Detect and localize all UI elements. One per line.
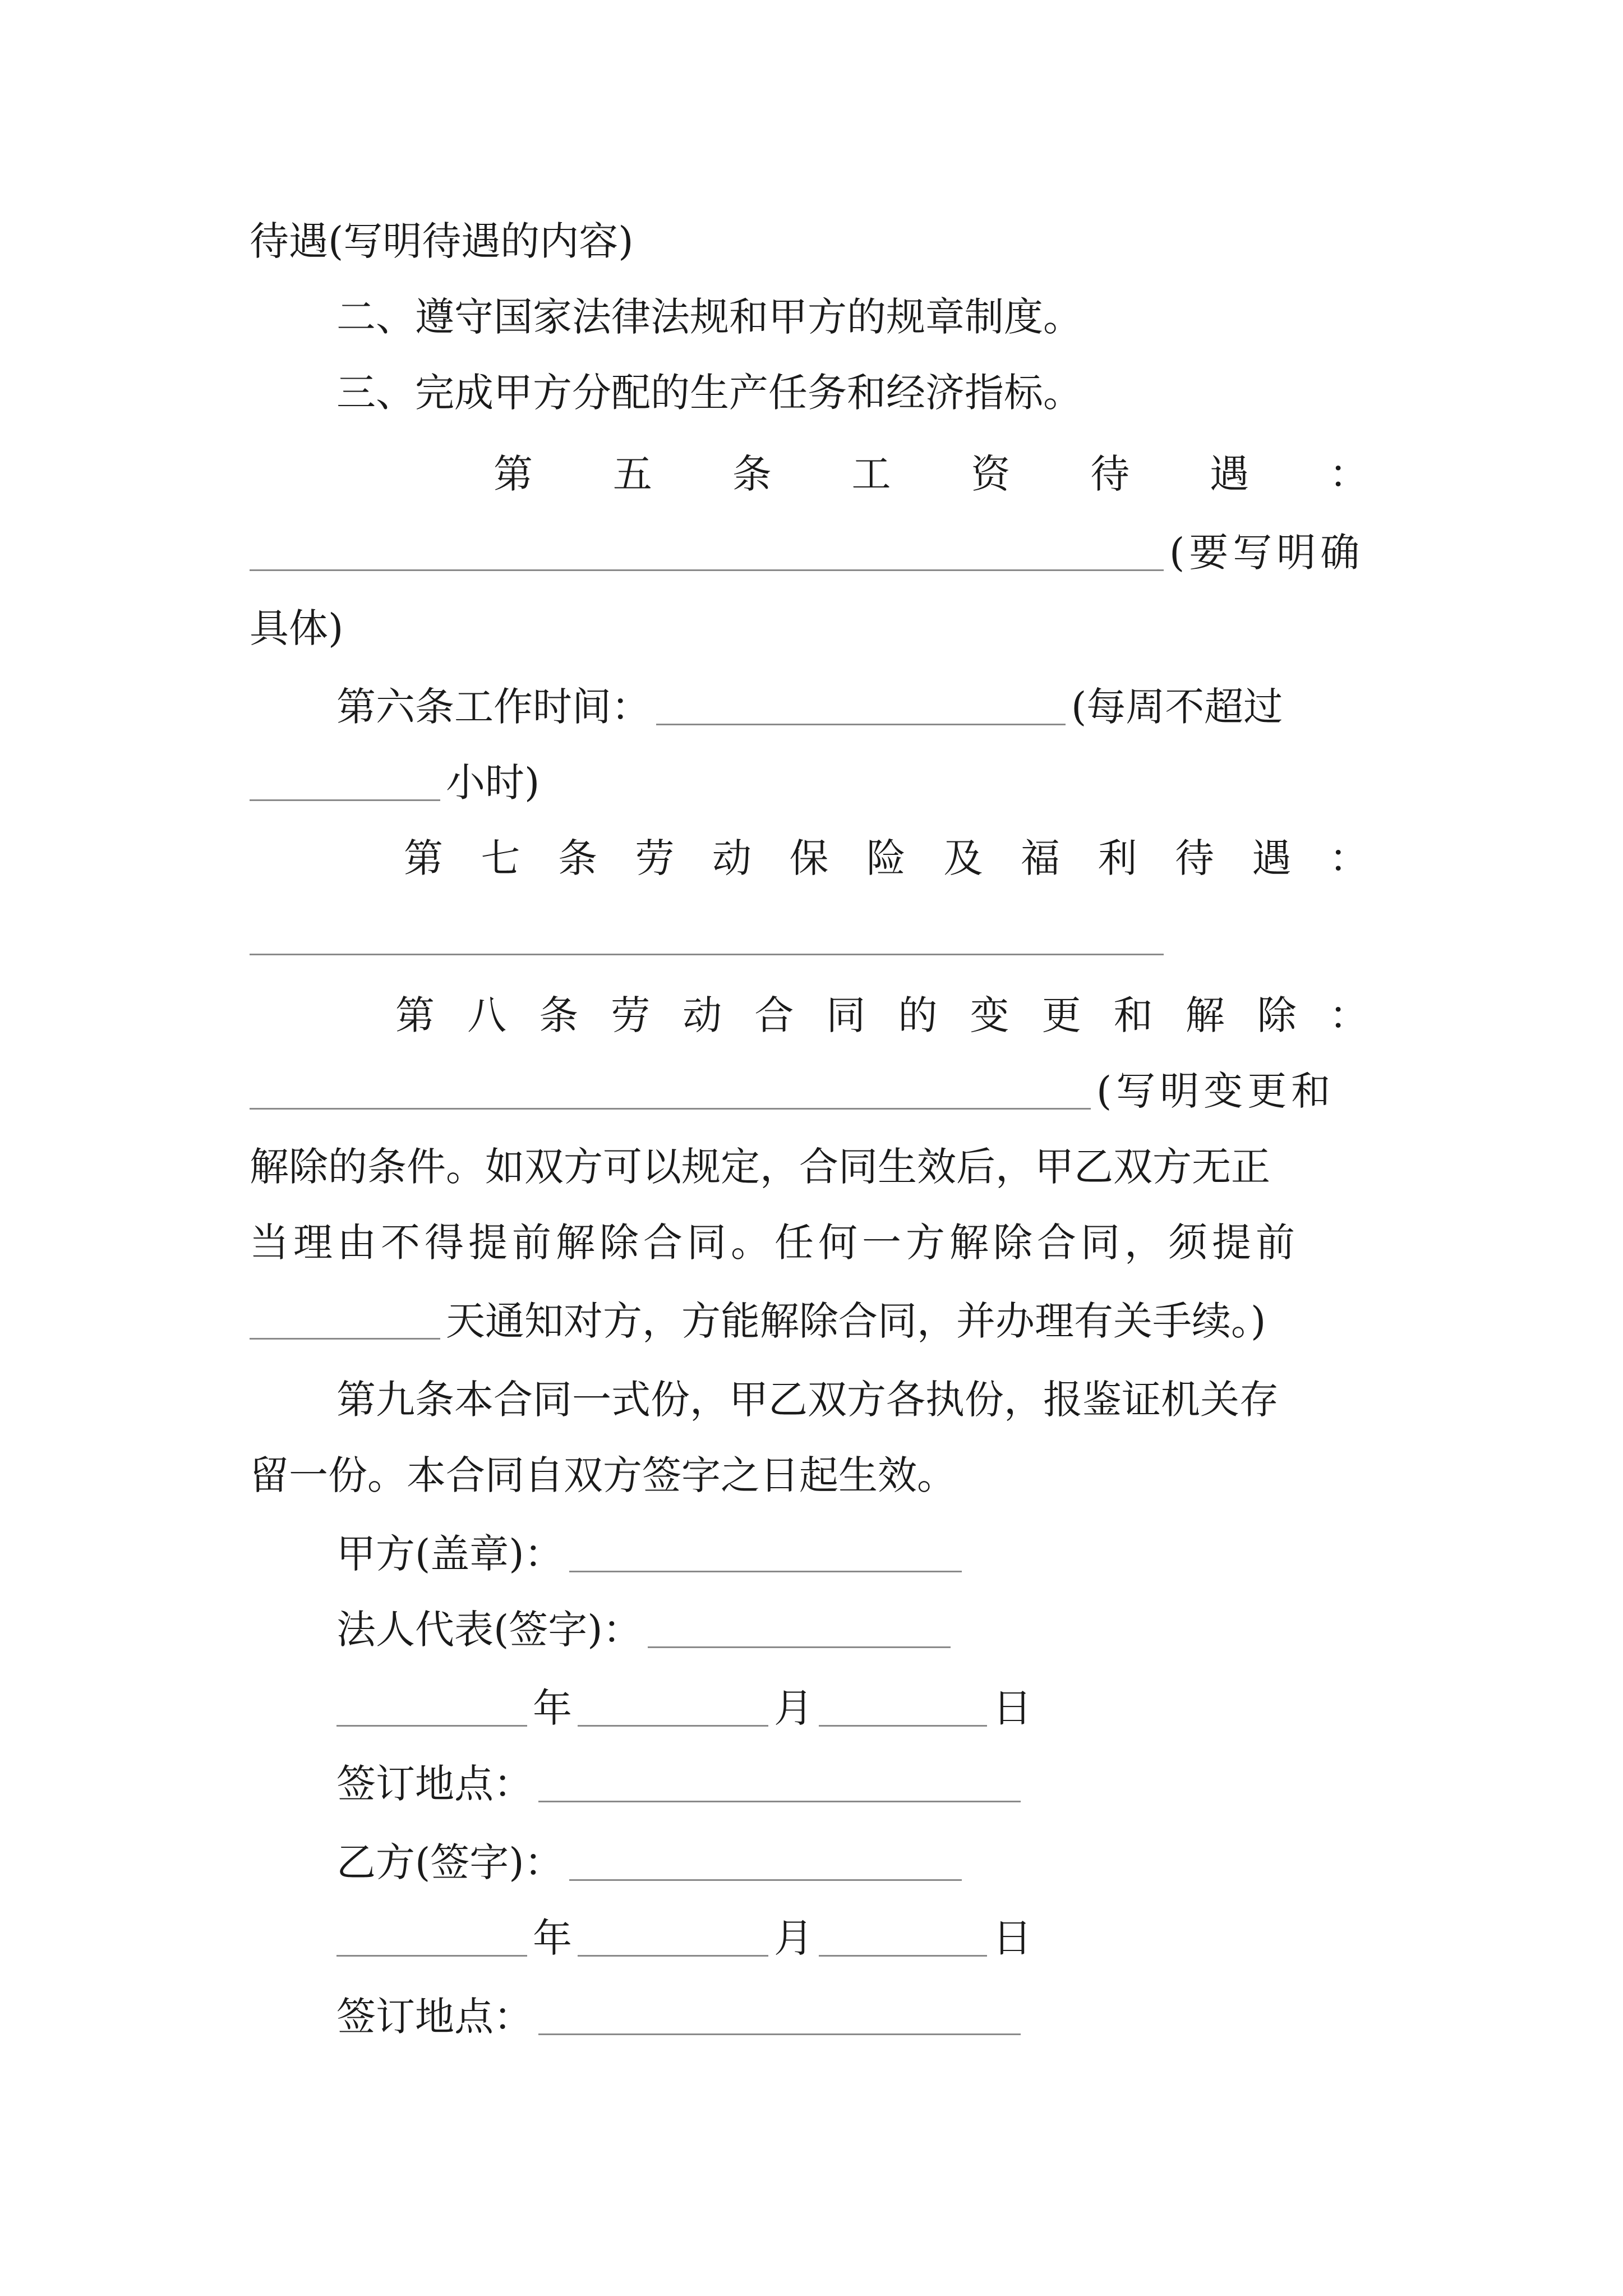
article-8-line-4: 天通知对方，方能解除合同，并办理有关手续。)	[250, 1290, 1388, 1352]
line-clause-two: 二、遵守国家法律法规和甲方的规章制度。	[336, 294, 1082, 340]
line-clause-three: 三、完成甲方分配的生产任务和经济指标。	[336, 370, 1082, 416]
place-line-a: 签订地点：	[336, 1753, 1388, 1815]
article-8-line-3: 当理由不得提前解除合同。任何一方解除合同，须提前	[250, 1220, 1299, 1266]
month-blank-a[interactable]	[578, 1690, 768, 1727]
article-6-line: 第六条工作时间： (每周不超过	[336, 684, 1283, 730]
article-9-line-2: 留一份。本合同自双方签字之日起生效。	[250, 1452, 956, 1498]
place-blank-b[interactable]	[538, 1999, 1021, 2035]
article-8-blank-line: (写明变更和	[250, 1060, 1388, 1122]
article-9-line-1: 第九条本合同一式份，甲乙双方各执份，报鉴证机关存	[336, 1377, 1279, 1423]
legal-rep-sign-blank[interactable]	[648, 1612, 951, 1648]
month-blank-b[interactable]	[578, 1920, 768, 1957]
article-5-blank-line: (要写明确	[250, 522, 1388, 583]
article-5-end: 具体)	[250, 605, 344, 651]
article-5-heading: 第 五 条 工 资 待 遇 ：	[494, 451, 1368, 497]
salary-blank[interactable]	[250, 535, 1164, 571]
legal-rep-line: 法人代表(签字)：	[336, 1599, 1388, 1660]
year-blank-a[interactable]	[336, 1690, 527, 1727]
party-b-sign-blank[interactable]	[569, 1844, 962, 1881]
article-8-line-2: 解除的条件。如双方可以规定，合同生效后，甲乙双方无正	[250, 1144, 1270, 1190]
article-8-heading: 第 八 条 劳 动 合 同 的 变 更 和 解 除 ：	[395, 992, 1368, 1038]
notice-days-blank[interactable]	[250, 1303, 440, 1340]
year-blank-b[interactable]	[336, 1920, 527, 1957]
hours-blank[interactable]	[250, 765, 440, 801]
insurance-blank[interactable]	[250, 919, 1164, 955]
place-blank-a[interactable]	[538, 1766, 1021, 1802]
article-7-heading: 第 七 条 劳 动 保 险 及 福 利 待 遇 ：	[404, 835, 1368, 881]
article-7-blank-line	[250, 906, 1388, 968]
party-a-seal-blank[interactable]	[569, 1536, 962, 1572]
work-time-blank[interactable]	[656, 689, 1066, 725]
line-treatment: 待遇(写明待遇的内容)	[250, 218, 634, 264]
party-a-line: 甲方(盖章)：	[336, 1523, 1388, 1585]
date-line-a: 年 月 日	[336, 1677, 1388, 1739]
article-6-end: 小时)	[250, 752, 1388, 813]
termination-blank[interactable]	[250, 1073, 1091, 1110]
day-blank-a[interactable]	[819, 1690, 987, 1727]
place-line-b: 签订地点：	[336, 1986, 1388, 2047]
date-line-b: 年 月 日	[336, 1907, 1388, 1969]
party-b-line: 乙方(签字)：	[336, 1832, 1388, 1893]
day-blank-b[interactable]	[819, 1920, 987, 1957]
